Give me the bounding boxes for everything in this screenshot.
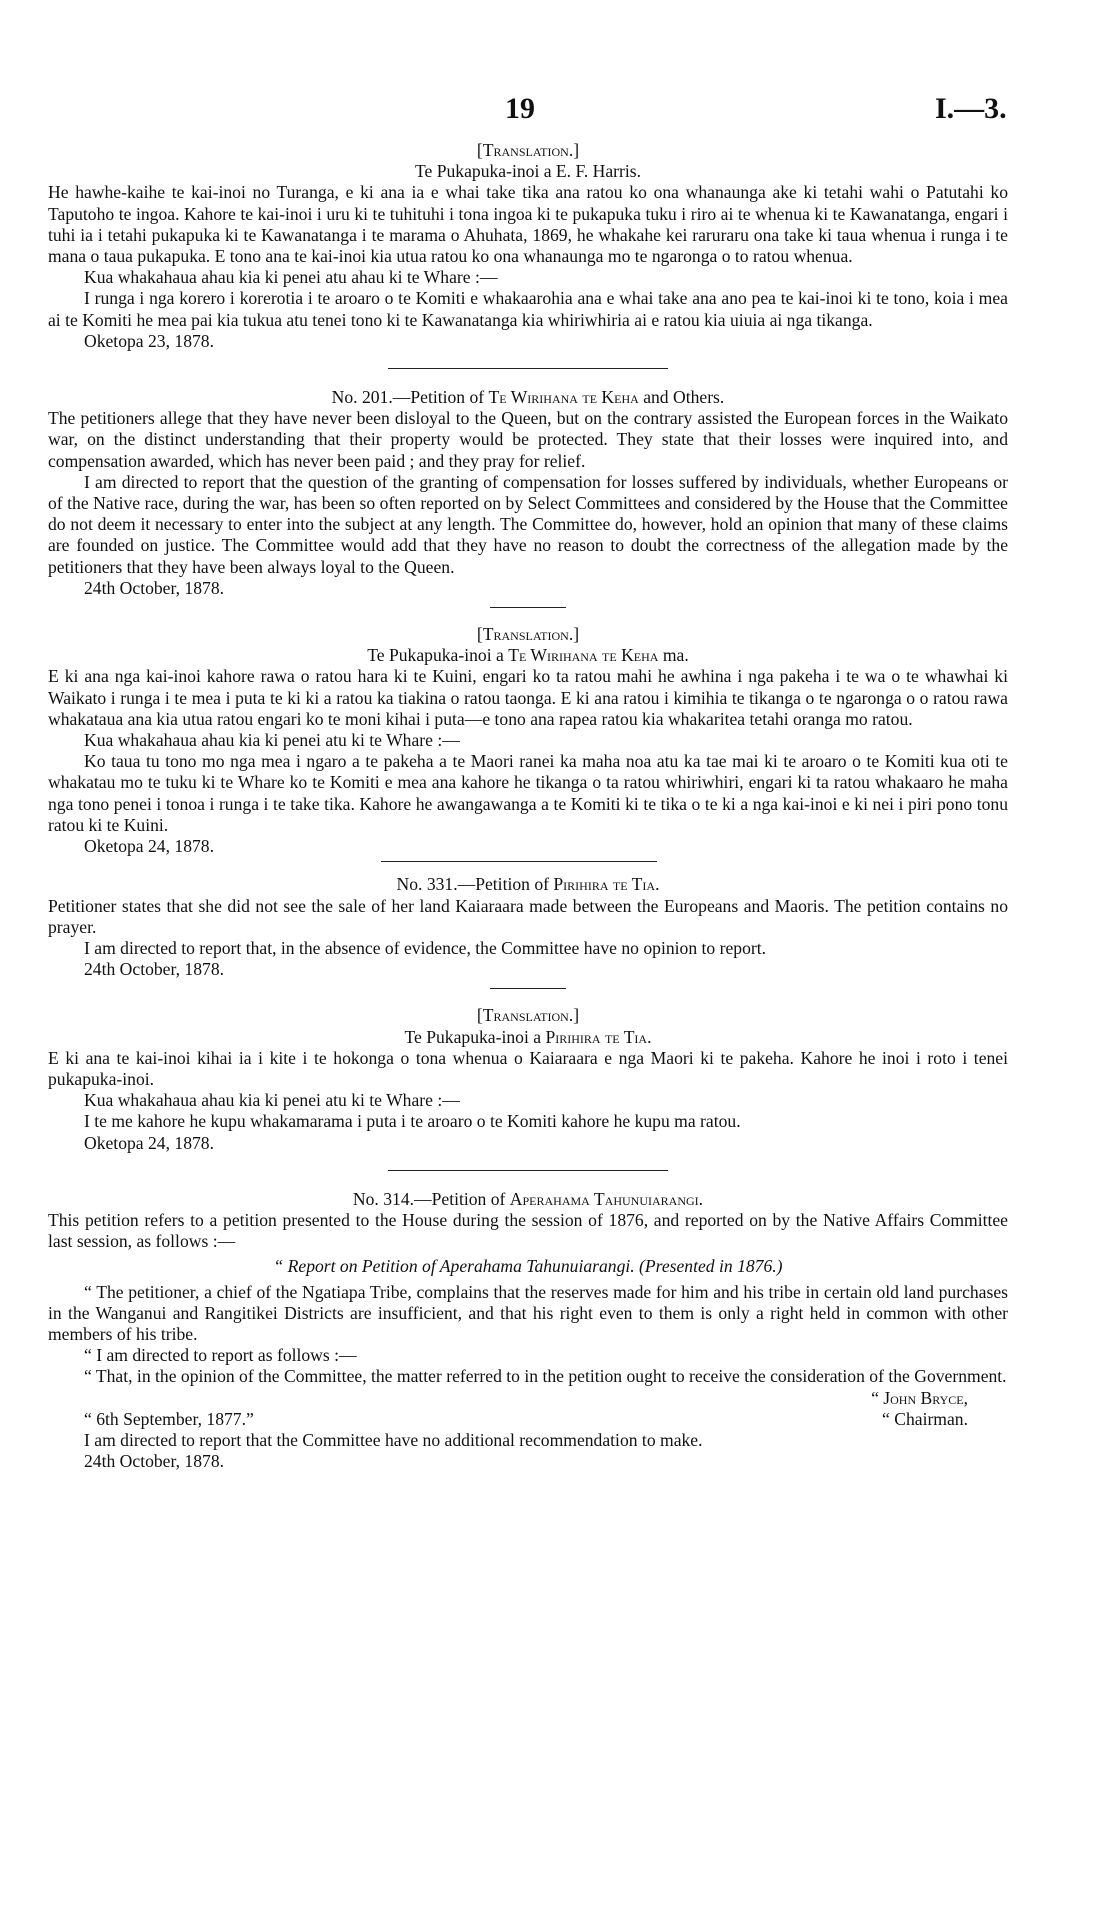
date-line: 24th October, 1878. [84,577,225,598]
divider [381,861,657,862]
section-title: Te Pukapuka-inoi a Te Wirihana te Keha ma. [367,645,689,666]
section-petition-201 [48,387,1008,599]
paragraph: I am directed to report that the question of the granting of compensation for losses suffered by individuals, whether Europeans or of the Native race, during the war, has been so often reported on by Select Committees and considered by the House that the Committee do not deem it necessary to enter into the subject at any length. The Committee do, however, hold an opinion that many of these claims are founded on justice. The Committee would add that they have no reason to doubt the correctness of the allegation made by the petitioners that they have been always loyal to the Queen. [48,471,1008,577]
translation-label: [Translation.] [476,624,580,645]
section-title: No. 331.—Petition of Pirihira te Tia. [396,874,660,895]
divider [490,607,566,608]
document-reference: I.—3. [935,92,1007,125]
signatory-title: “ Chairman. [882,1408,968,1429]
paragraph: I te me kahore he kupu whakamarama i puta i te aroaro o te Komiti kahore he kupu ma ratou. [84,1111,741,1132]
date-line: Oketopa 23, 1878. [84,330,214,351]
paragraph: Kua whakahaua ahau kia ki penei atu ki te Whare :— [84,730,460,751]
signatory-name: “ John Bryce, [871,1387,968,1408]
quoted-report-title: “ Report on Petition of Aperahama Tahunuiarangi. (Presented in 1876.) [273,1256,783,1277]
paragraph: This petition refers to a petition presented to the House during the session of 1876, and reported on by the Native Affairs Committee last session, as follows :— [48,1209,1008,1252]
paragraph: The petitioners allege that they have never been disloyal to the Queen, but on the contrary assisted the European forces in the Waikato war, on the distinct understanding that their property would be protected. They state that their losses were inquired into, and compensation awarded, which has never been paid ; and they pray for relief. [48,408,1008,471]
section-title: Te Pukapuka-inoi a Pirihira te Tia. [404,1026,652,1047]
section-harris-translation [48,140,1008,352]
section-title: No. 201.—Petition of Te Wirihana te Keha and Others. [331,387,725,408]
signature-row [48,1409,1008,1430]
date-line: Oketopa 24, 1878. [84,1132,214,1153]
paragraph: Kua whakahaua ahau kia ki penei atu ki te Whare :— [84,1090,460,1111]
quoted-date: “ 6th September, 1877.” [84,1408,254,1429]
translation-label: [Translation.] [476,140,580,160]
quoted-paragraph: “ The petitioner, a chief of the Ngatiapa Tribe, complains that the reserves made for him and his tribe in certain old land purchases in the Wanganui and Rangitikei Districts are insufficient, and that his right even to them is only a right held in common with other members of his tribe. [48,1281,1008,1344]
paragraph: Ko taua tu tono mo nga mea i ngaro a te pakeha a te Maori ranei ka maha noa atu ka tae mai ki te aroaro o te Komiti kua oti te whakatau mo te tuku ki te Whare ko te Komiti e mea ana kahore he tikanga o ta ratou whiriwhiri, engari ki ta ratou whakaaro he maha nga tono penei i tonoa i runga i te take tika. Kahore he awangawanga a te Komiti ki te tika o te ki a nga kai-inoi e ki nei i piri pono tonu ratou ki te Kuini. [48,751,1008,835]
quoted-paragraph: “ I am directed to report as follows :— [84,1345,357,1366]
section-petition-201-translation [48,624,1008,857]
section-petition-314 [48,1189,1008,1473]
page-number: 19 [505,92,535,125]
signature-row [48,1388,1008,1409]
paragraph: I am directed to report that the Committee have no additional recommendation to make. [84,1429,703,1450]
section-title: No. 314.—Petition of Aperahama Tahunuiarangi. [352,1188,704,1209]
divider [490,988,566,989]
section-petition-331-translation [48,1005,1008,1153]
paragraph: E ki ana te kai-inoi kihai ia i kite i te hokonga o tona whenua o Kaiaraara e nga Maori ki te pakeha. Kahore he inoi i roto i tenei pukapuka-inoi. [48,1047,1008,1089]
section-petition-331 [48,874,1008,980]
date-line: Oketopa 24, 1878. [84,836,214,857]
translation-label: [Translation.] [476,1005,580,1026]
paragraph: I am directed to report that, in the absence of evidence, the Committee have no opinion to report. [84,937,767,958]
paragraph: He hawhe-kaihe te kai-inoi no Turanga, e ki ana ia e whai take tika ana ratou ko ona whanaunga ake ki tetahi wahi o Patutahi ko Taputoho te ingoa. Kahore te kai-inoi i uru ki te tuhituhi i tona ingoa ki te pukapuka tuku i riro ai te whenua ki te Kawanatanga, engari i tuhi ia i tetahi pukapuka ki te Kawanatanga i te marama o Ahuhata, 1869, he whakahe kei raruraru ona take ki taua whenua i runga i te mana o taua pukapuka. E tono ana te kai-inoi kia utua ratou ko ona whanaunga mo te ngaronga o to ratou whenua. [48,182,1008,267]
divider [388,1170,668,1171]
divider [388,368,668,369]
date-line: 24th October, 1878. [84,1451,225,1472]
paragraph: I runga i nga korero i korerotia i te aroaro o te Komiti e whakaarohia ana e whai take ana ano pea te kai-inoi ki te tono, koia i mea ai te Komiti he mea pai kia tukua atu tenei tono ki te Kawanatanga kia whiriwhiria ai e ratou kia uiuia ai nga tikanga. [48,288,1008,330]
paragraph: Kua whakahaua ahau kia ki penei atu ahau ki te Whare :— [84,267,498,288]
paragraph: Petitioner states that she did not see the sale of her land Kaiaraara made between the Europeans and Maoris. The petition contains no prayer. [48,895,1008,937]
date-line: 24th October, 1878. [84,959,225,980]
paragraph: E ki ana nga kai-inoi kahore rawa o ratou hara ki te Kuini, engari ko ta ratou mahi he awhina i nga pakeha i te wa o te whawhai ki Waikato i runga i te mea i puta te ki ki a ratou ka tiakina o ratou taonga. E ki ana ratou i kimihia te tikanga o te ngaronga o o ratou rawa whakataua ana kia utua ratou engari ko te moni kihai i puta—e tono ana rapea ratou kia whakaritea tetahi oranga mo ratou. [48,666,1008,729]
section-title: Te Pukapuka-inoi a E. F. Harris. [414,161,642,182]
page-header [0,92,1114,132]
document-body [48,140,1008,1472]
quoted-paragraph: “ That, in the opinion of the Committee, the matter referred to in the petition ought to receive the consideration of the Government. [84,1366,1007,1387]
